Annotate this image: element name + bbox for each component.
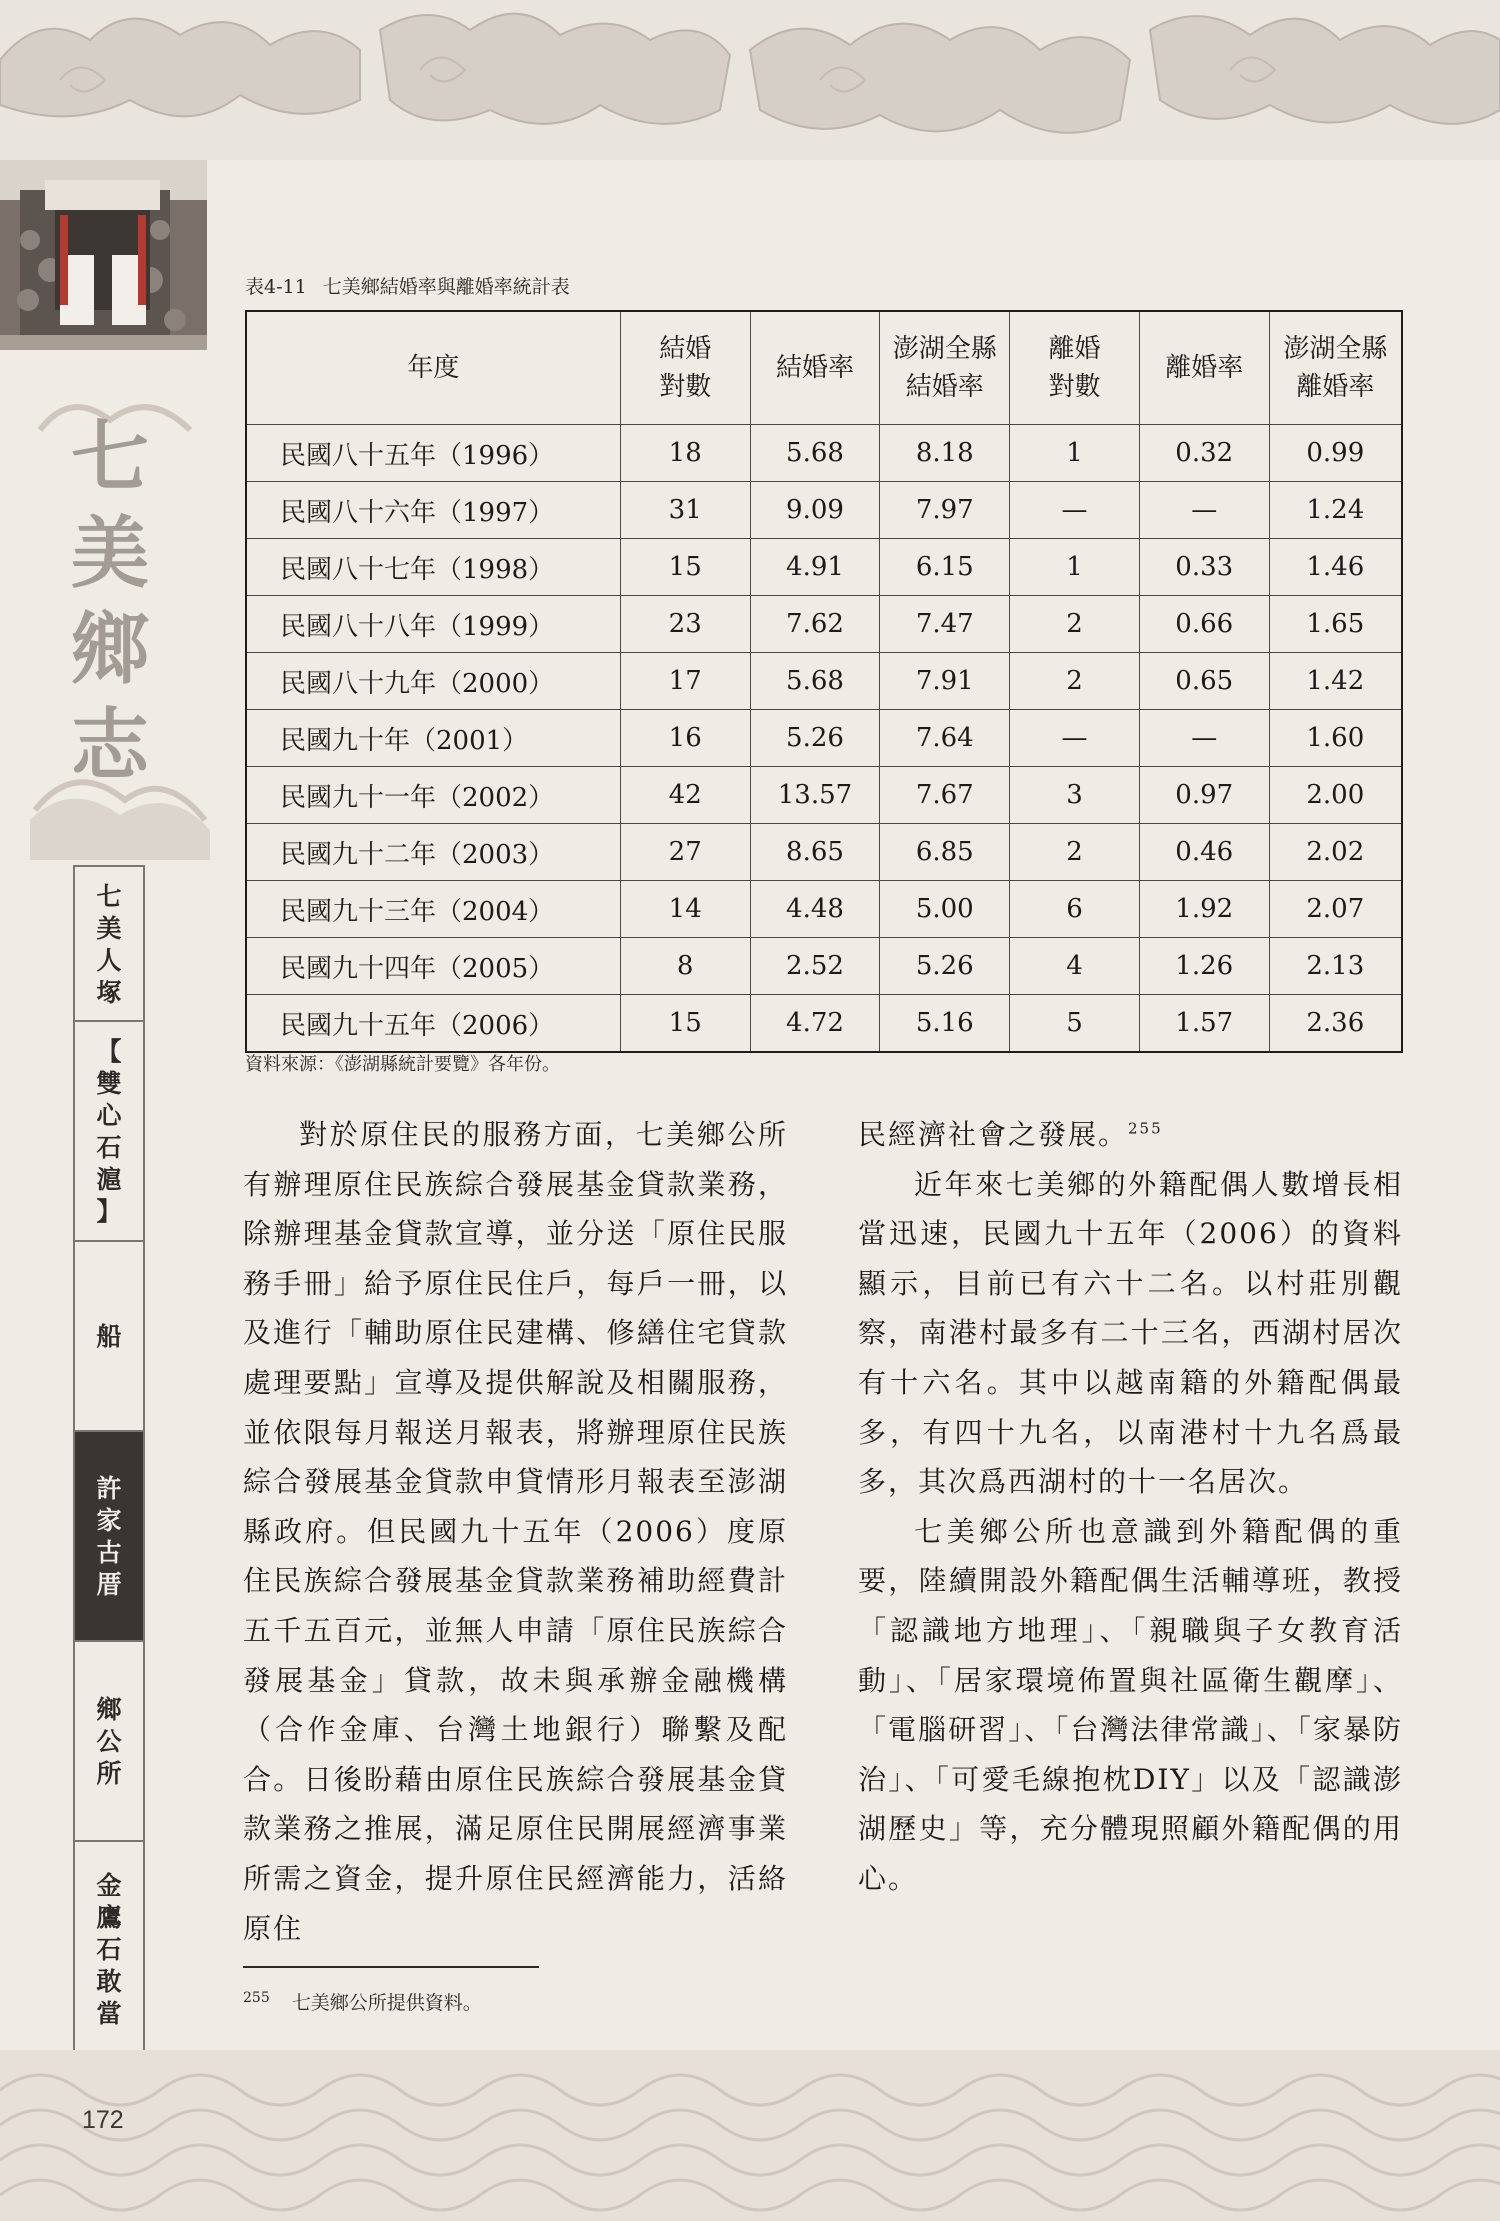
title-char: 志 [70, 700, 149, 791]
paragraph-foreign-spouses: 近年來七美鄉的外籍配偶人數增長相當迅速，民國九十五年（2006）的資料顯示，目前已有六十二名。以村莊別觀察，南港村最多有二十三名，西湖村居次有十六名。其中以越南籍的外籍配偶最多，有四十九名，以南港村十九名爲最多，其次爲西湖村的十一名居次。 [858, 1167, 1403, 1499]
value-cell: 1.26 [1139, 938, 1269, 995]
tab-shuangxin-shihu[interactable] [75, 1020, 143, 1242]
value-cell: 17 [620, 653, 750, 710]
year-cell: 民國八十八年（1999） [246, 596, 620, 653]
body-column-left [243, 1110, 788, 1953]
title-char: 鄉 [70, 604, 149, 695]
value-cell: 4.48 [750, 881, 880, 938]
table-header-row [246, 311, 1402, 425]
table-number: 表4-11 [245, 276, 307, 298]
column-header: 澎湖全縣 結婚率 [880, 311, 1010, 425]
body-column-right [858, 1110, 1403, 1904]
paragraph-continuation [858, 1110, 1403, 1160]
year-cell: 民國九十一年（2002） [246, 767, 620, 824]
value-cell: 4 [1010, 938, 1140, 995]
value-cell: 0.97 [1139, 767, 1269, 824]
value-cell: 4.91 [750, 539, 880, 596]
value-cell: 15 [620, 539, 750, 596]
value-cell: 5.68 [750, 425, 880, 482]
value-cell: 0.32 [1139, 425, 1269, 482]
value-cell: 6.15 [880, 539, 1010, 596]
cloud-border-top [0, 0, 1500, 160]
table-row [246, 425, 1402, 482]
table-row [246, 539, 1402, 596]
value-cell: 0.33 [1139, 539, 1269, 596]
tab-char: 公 [96, 1727, 122, 1756]
tab-xiang-gongsuo[interactable] [75, 1640, 143, 1842]
value-cell: 27 [620, 824, 750, 881]
table-row [246, 881, 1402, 938]
value-cell: 1.46 [1269, 539, 1402, 596]
value-cell: 5.68 [750, 653, 880, 710]
table-body [246, 425, 1402, 1053]
paragraph-spouse-programs: 七美鄉公所也意識到外籍配偶的重要，陸續開設外籍配偶生活輔導班，教授「認識地方地理」、「親職與子女教育活動」、「居家環境佈置與社區衛生觀摩」、「電腦研習」、「台灣法律常識」、「家暴防治」、「可愛毛線抱枕DIY」以及「認識澎湖歷史」等，充分體現照顧外籍配偶的用心。 [858, 1514, 1403, 1895]
table-row [246, 824, 1402, 881]
value-cell: 7.97 [880, 482, 1010, 539]
side-chapter-tabs [73, 865, 145, 2055]
column-header: 結婚 對數 [620, 311, 750, 425]
value-cell: — [1139, 710, 1269, 767]
value-cell: 5 [1010, 995, 1140, 1053]
tab-char: 厝 [96, 1570, 122, 1599]
tab-char: 鷹 [96, 1902, 122, 1932]
value-cell: 6.85 [880, 824, 1010, 881]
value-cell: 1.92 [1139, 881, 1269, 938]
value-cell: 42 [620, 767, 750, 824]
value-cell: 7.64 [880, 710, 1010, 767]
value-cell: 0.46 [1139, 824, 1269, 881]
value-cell: 13.57 [750, 767, 880, 824]
column-header: 年度 [246, 311, 620, 425]
footnote [243, 1988, 482, 2015]
tab-char: 雙 [96, 1069, 122, 1098]
marriage-divorce-table [245, 310, 1403, 1053]
year-cell: 民國九十四年（2005） [246, 938, 620, 995]
year-cell: 民國八十五年（1996） [246, 425, 620, 482]
value-cell: 1.60 [1269, 710, 1402, 767]
tab-char: 心 [96, 1101, 122, 1130]
footnote-text: 七美鄉公所提供資料。 [291, 1992, 482, 2014]
value-cell: 8 [620, 938, 750, 995]
table-row [246, 482, 1402, 539]
column-header: 澎湖全縣 離婚率 [1269, 311, 1402, 425]
table-row [246, 767, 1402, 824]
value-cell: 0.99 [1269, 425, 1402, 482]
continuation-text: 民經濟社會之發展。 [858, 1118, 1129, 1151]
house-gate-photo [0, 160, 207, 350]
value-cell: 3 [1010, 767, 1140, 824]
tab-char: 人 [96, 945, 122, 975]
title-char: 美 [70, 508, 149, 599]
tab-char: 美 [96, 913, 122, 943]
value-cell: 2 [1010, 824, 1140, 881]
value-cell: 8.65 [750, 824, 880, 881]
tab-char: 【 [96, 1037, 122, 1066]
value-cell: 2.00 [1269, 767, 1402, 824]
table-row [246, 938, 1402, 995]
value-cell: 15 [620, 995, 750, 1053]
value-cell: 1.24 [1269, 482, 1402, 539]
column-header: 結婚率 [750, 311, 880, 425]
value-cell: 1 [1010, 539, 1140, 596]
year-cell: 民國九十三年（2004） [246, 881, 620, 938]
value-cell: 8.18 [880, 425, 1010, 482]
value-cell: 0.65 [1139, 653, 1269, 710]
tab-char: 許 [96, 1474, 122, 1503]
value-cell: 7.62 [750, 596, 880, 653]
tab-char: 所 [96, 1759, 122, 1788]
value-cell: 1.42 [1269, 653, 1402, 710]
year-cell: 民國九十二年（2003） [246, 824, 620, 881]
tab-char: 金 [96, 1870, 122, 1900]
value-cell: 5.00 [880, 881, 1010, 938]
tab-char: 船 [96, 1322, 122, 1351]
value-cell: 31 [620, 482, 750, 539]
value-cell: 1.65 [1269, 596, 1402, 653]
tab-char: 家 [96, 1506, 122, 1535]
tab-char: 】 [96, 1197, 122, 1226]
value-cell: 9.09 [750, 482, 880, 539]
tab-xujia-guchuo[interactable] [75, 1430, 143, 1642]
tab-chuan[interactable] [75, 1240, 143, 1432]
tab-char: 鄉 [96, 1695, 122, 1724]
value-cell: 2.07 [1269, 881, 1402, 938]
value-cell: 2.02 [1269, 824, 1402, 881]
table-row [246, 995, 1402, 1053]
value-cell: 16 [620, 710, 750, 767]
tab-char: 滬 [96, 1165, 122, 1194]
value-cell: 2.13 [1269, 938, 1402, 995]
column-header: 離婚率 [1139, 311, 1269, 425]
tab-char: 石 [96, 1934, 122, 1964]
value-cell: 7.67 [880, 767, 1010, 824]
value-cell: 5.26 [880, 938, 1010, 995]
table-source-note: 資料來源：《澎湖縣統計要覽》各年份。 [245, 1054, 560, 1075]
value-cell: 5.16 [880, 995, 1010, 1053]
footnote-number: 255 [243, 1989, 270, 2006]
value-cell: 7.91 [880, 653, 1010, 710]
value-cell: 0.66 [1139, 596, 1269, 653]
value-cell: 18 [620, 425, 750, 482]
value-cell: — [1010, 482, 1140, 539]
value-cell: — [1139, 482, 1269, 539]
value-cell: 2 [1010, 596, 1140, 653]
wave-border-bottom [0, 2050, 1500, 2221]
value-cell: 1.57 [1139, 995, 1269, 1053]
tab-char: 七 [96, 881, 122, 911]
value-cell: 23 [620, 596, 750, 653]
tab-char: 當 [96, 1998, 122, 2028]
table-title: 七美鄉結婚率與離婚率統計表 [322, 276, 570, 298]
footnote-divider [243, 1966, 539, 1968]
tab-char: 石 [96, 1133, 122, 1162]
tab-jinying-shigandang[interactable] [75, 1840, 143, 2059]
table-caption [245, 272, 570, 299]
year-cell: 民國八十七年（1998） [246, 539, 620, 596]
tab-char: 塚 [96, 977, 122, 1007]
year-cell: 民國八十九年（2000） [246, 653, 620, 710]
year-cell: 民國九十五年（2006） [246, 995, 620, 1053]
year-cell: 民國八十六年（1997） [246, 482, 620, 539]
tab-char: 敢 [96, 1966, 122, 1996]
value-cell: 6 [1010, 881, 1140, 938]
paragraph-indigenous-services: 對於原住民的服務方面，七美鄉公所有辦理原住民族綜合發展基金貸款業務，除辦理基金貸款宣導，並分送「原住民服務手冊」給予原住民住戶，每戶一冊，以及進行「輔助原住民建構、修繕住宅貸款處理要點」宣導及提供解說及相關服務，並依限每月報送月報表，將辦理原住民族綜合發展基金貸款申貸情形月報表至澎湖縣政府。但民國九十五年（2006）度原住民族綜合發展基金貸款業務補助經費計五千五百元，並無人申請「原住民族綜合發展基金」貸款，故未與承辦金融機構（合作金庫、台灣土地銀行）聯繫及配合。日後盼藉由原住民族綜合發展基金貸款業務之推展，滿足原住民開展經濟事業所需之資金，提升原住民經濟能力，活絡原住 [243, 1118, 788, 1945]
value-cell: 2.52 [750, 938, 880, 995]
value-cell: 7.47 [880, 596, 1010, 653]
value-cell: 14 [620, 881, 750, 938]
page-number: 172 [82, 2106, 124, 2134]
footnote-reference: 255 [1128, 1119, 1163, 1138]
value-cell: 4.72 [750, 995, 880, 1053]
title-char: 七 [70, 412, 149, 503]
value-cell: 5.26 [750, 710, 880, 767]
table-row [246, 710, 1402, 767]
table-row [246, 596, 1402, 653]
value-cell: — [1010, 710, 1140, 767]
book-title-vertical [55, 410, 165, 794]
table-row [246, 653, 1402, 710]
tab-qimei-renzhong[interactable] [75, 865, 143, 1022]
value-cell: 1 [1010, 425, 1140, 482]
column-header: 離婚 對數 [1010, 311, 1140, 425]
value-cell: 2.36 [1269, 995, 1402, 1053]
value-cell: 2 [1010, 653, 1140, 710]
tab-char: 古 [96, 1538, 122, 1567]
year-cell: 民國九十年（2001） [246, 710, 620, 767]
